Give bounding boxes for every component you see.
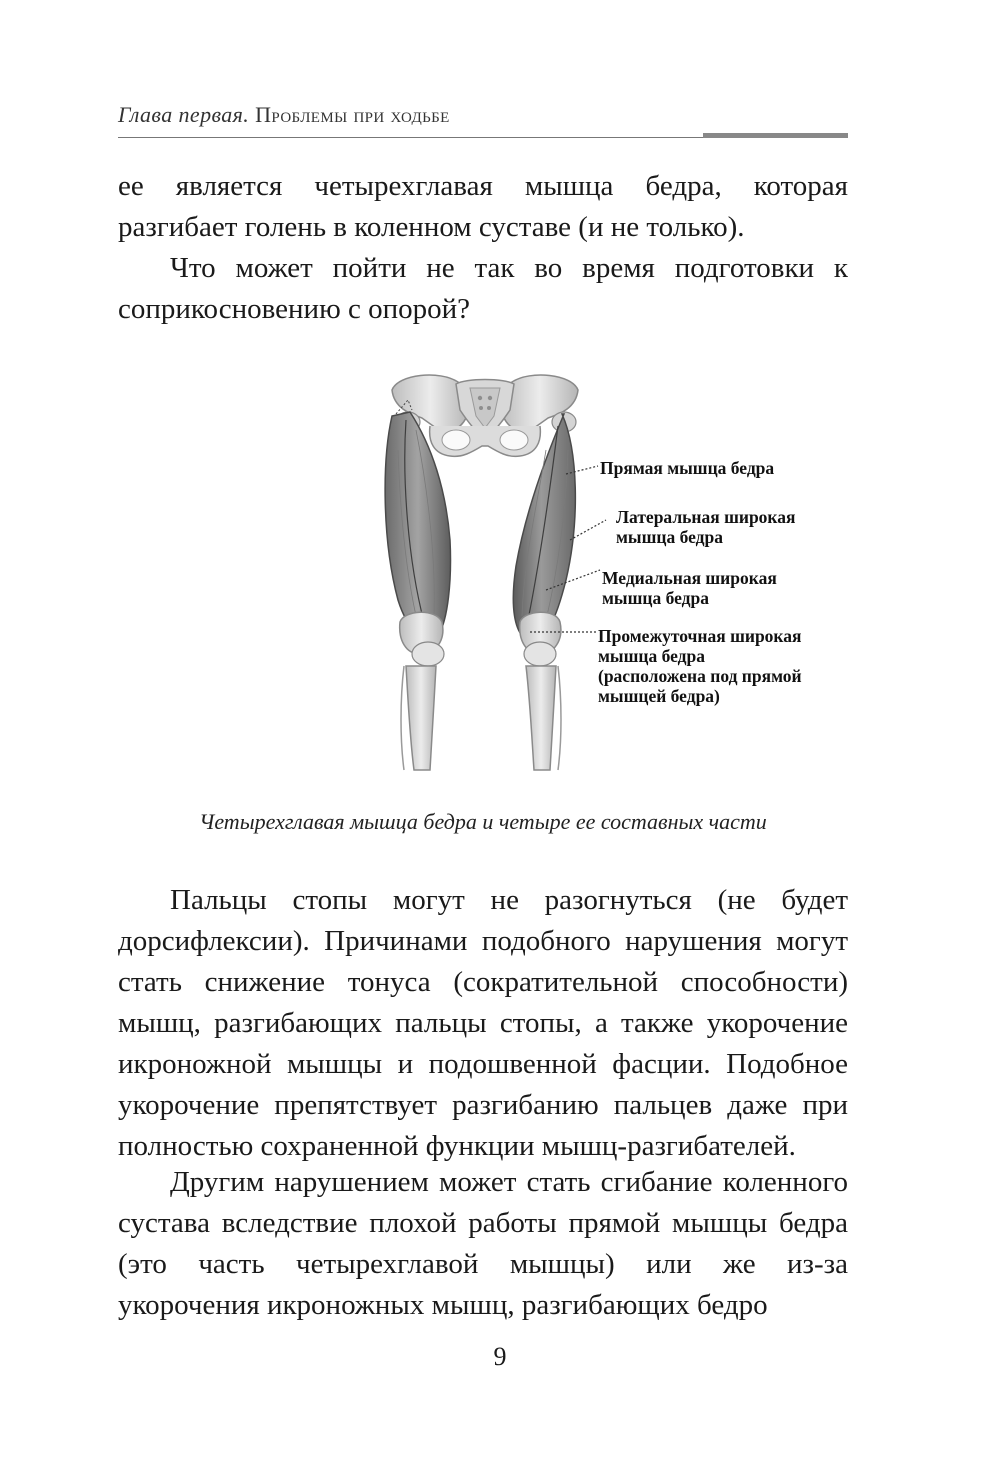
figure-caption: Четырехглавая мышца бедра и четыре ее составных части <box>199 809 767 834</box>
paragraph-4: Другим нарушением может стать сгибание коленного сустава вследствие плохой работы прямой мышцы бедра (это часть четырехглавой мышцы) или же из-за укорочения икроножных мышц, разгибающих бедро <box>118 1166 848 1321</box>
label-vastus-lateralis: Латеральная широкая мышца бедра <box>616 507 796 547</box>
quadriceps-figure <box>370 370 850 780</box>
label-vastus-intermedius: Промежуточная широкая мышца бедра (расположена под прямой мышцей бедра) <box>598 626 802 706</box>
chapter-label: Глава первая. <box>118 102 250 127</box>
left-leg <box>385 400 450 770</box>
paragraph-3: Пальцы стопы могут не разогнуться (не будет дорсифлексии). Причинами подобного нарушения могут стать снижение тонуса (сократительной способности) мышц, разгибающих пальцы стопы, а также укорочение икроножной мышцы и подошвенной фасции. Подобное укорочение препятствует разгибанию пальцев даже при полностью сохраненной функции мышц-разгибателей. <box>118 884 848 1162</box>
paragraph-2: Что может пойти не так во время подготовки к соприкосновению с опорой? <box>118 252 848 325</box>
page-number: 9 <box>493 1342 507 1371</box>
label-vastus-medialis: Медиальная широкая мышца бедра <box>602 568 777 608</box>
section-label: Проблемы при ходьбе <box>255 102 450 127</box>
right-leg <box>513 414 575 770</box>
label-rectus-femoris: Прямая мышца бедра <box>600 458 775 478</box>
header-rule-accent <box>703 133 848 138</box>
paragraph-1: ее является четырехглавая мышца бедра, которая разгибает голень в коленном суставе (и не только). <box>118 170 848 243</box>
header-title <box>118 102 450 128</box>
